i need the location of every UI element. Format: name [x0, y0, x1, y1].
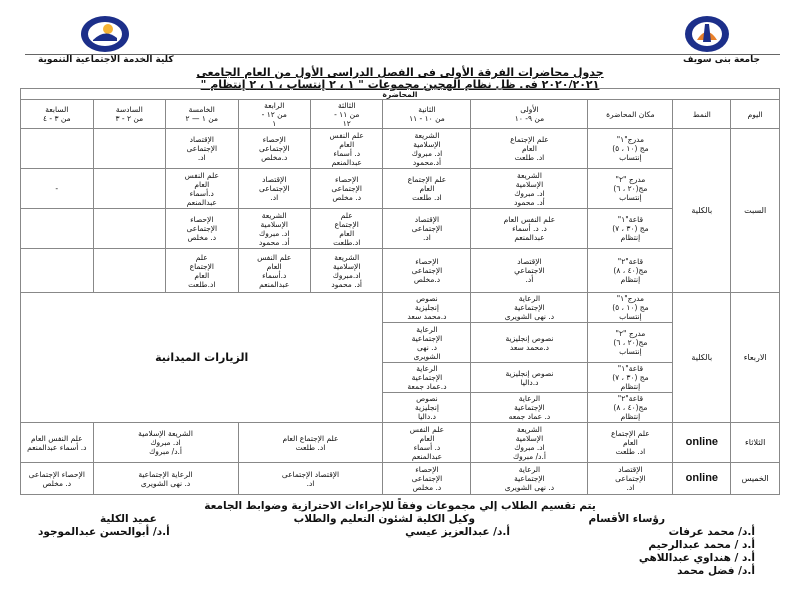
lecture-cell: علم النفس العام د.أسماء عبدالمنعم — [166, 169, 238, 209]
lecture-cell: علم النفس العام د.أسماء عبدالمنعم — [238, 249, 310, 293]
lecture-cell: الشريعة الإسلامية اد. مبروك أ.د/ مبروك — [93, 423, 238, 463]
place-cell: مدرج"١" مج (١٠ ، ٥) إنتساب — [588, 293, 673, 323]
lecture-cell: الإقتصاد الإجتماعى اد. — [383, 209, 471, 249]
col-header: اليوم — [731, 100, 780, 129]
lecture-cell: الشريعة الإسلامية اد.مبروك أد. محمود — [310, 249, 382, 293]
lecture-cell: علم النفس العام د. د. أسماء عبدالمنعم — [471, 209, 588, 249]
place-cell: قاعة"١" مج (٣٠ ، ٧) إنتظام — [588, 363, 673, 393]
place-cell: مدرج"١" مج (١٠ ، ٥) إنتساب — [588, 129, 673, 169]
lecture-cell: علم الإجتماع العام اد. طلعت — [588, 423, 673, 463]
place-cell: مدرج "٢" مج(٢٠ ، ٦) إنتساب — [588, 323, 673, 363]
schedule-title: جدول محاضرات الفرقة الأولى فى الفصل الدراسى الأول من العام الجامعى — [196, 66, 604, 79]
col-header: الثانية من ١٠ - ١١ — [383, 100, 471, 129]
lecture-cell: علم الإجتماع العام اد. طلعت — [471, 129, 588, 169]
field-visits-cell: الزيارات الميدانية — [21, 293, 383, 423]
lecture-cell — [93, 169, 165, 209]
table-caption: المحاضرة — [21, 89, 780, 100]
lecture-cell: الإقتصاد الإجتماعى اد. — [238, 463, 383, 495]
lecture-cell — [21, 209, 94, 249]
place-cell: قاعة"١" مج (٣٠ ، ٧) إنتظام — [588, 209, 673, 249]
schedule-table — [20, 88, 780, 495]
table-row — [21, 209, 780, 249]
schedule-subtitle: ٢٠٢٠/٢٠٢١ فى ظل نظام الهجين مجموعات " ١ ، ٢ إنتساب ، ١ ، ٢ إنتظام " — [200, 78, 600, 91]
table-row — [21, 249, 780, 293]
lecture-cell: علم الإجتماع العام اد. طلعت — [383, 169, 471, 209]
lecture-cell: الإقتصاد الإجتماعى اد. — [238, 169, 310, 209]
col-header: السادسة من ٢ - ٣ — [93, 100, 165, 129]
lecture-cell — [21, 129, 94, 169]
head-name: أ.د / محمد عبدالرحيم — [648, 539, 755, 551]
col-header: النمط — [673, 100, 731, 129]
lecture-cell — [93, 129, 165, 169]
table-row — [21, 169, 780, 209]
col-header: مكان المحاضرة — [588, 100, 673, 129]
lecture-cell: الشريعة الإسلامية اد. مبروك أد. محمود — [471, 169, 588, 209]
place-cell: مدرج "٢" مج(٢٠ ، ٦) إنتساب — [588, 169, 673, 209]
lecture-cell: الرعاية الإجتماعية د. نهى الشويرى — [471, 463, 588, 495]
lecture-cell: الإحصاء الإجتماعى د.مخلص — [383, 249, 471, 293]
lecture-cell — [21, 249, 94, 293]
lecture-cell — [93, 249, 165, 293]
vice-dean-name: أ.د/ عبدالعزيز عيسي — [405, 526, 510, 538]
col-header: الرابعة من ١٢ - ١ — [238, 100, 310, 129]
lecture-cell: الإحصاء الإجتماعى د.مخلص — [238, 129, 310, 169]
head-name: أ.د / هنداوي عبداللاهي — [638, 552, 755, 564]
lecture-cell: الإحصاء الإجتماعى د. مخلص — [166, 209, 238, 249]
mode-cell: بالكلية — [673, 293, 731, 423]
head-name: أ.د/ فضل محمد — [677, 565, 755, 577]
table-row — [21, 293, 780, 323]
lecture-cell: علم الإجتماع العام اد.طلعت — [166, 249, 238, 293]
place-cell: قاعة"٢" مج(٤٠ ، ٨) إنتظام — [588, 393, 673, 423]
col-header: السابعة من ٣ - ٤ — [21, 100, 94, 129]
lecture-cell: الرعاية الإجتماعية د. نهى الشويرى — [93, 463, 238, 495]
table-row — [21, 423, 780, 463]
heads-title: رؤساء الأقسام — [588, 513, 665, 525]
place-cell: قاعة"٢" مج(٤٠ ، ٨) إنتظام — [588, 249, 673, 293]
university-logo — [677, 14, 737, 54]
lecture-cell: علم النفس العام د. أسماء عبدالمنعم — [310, 129, 382, 169]
head-name: أ.د/ محمد عرفات — [668, 526, 755, 538]
lecture-cell: علم النفس العام د. أسماء عبدالمنعم — [21, 423, 94, 463]
table-row — [21, 129, 780, 169]
lecture-cell: علم الإجتماع العام اد.طلعت — [310, 209, 382, 249]
day-cell: الثلاثاء — [731, 423, 780, 463]
lecture-cell: الإقتصاد الاجتماعي أد. — [471, 249, 588, 293]
lecture-cell: الرعاية الإجتماعية د. نهى الشويرى — [383, 323, 471, 363]
col-header: الخامسة من ١ — ٢ — [166, 100, 238, 129]
lecture-cell: الإقتصاد الإجتماعى اد. — [588, 463, 673, 495]
lecture-cell: علم النفس العام د. أسماء عبدالمنعم — [383, 423, 471, 463]
lecture-cell: الشريعة الإسلامية اد. مبروك أ.د/ مبروك — [471, 423, 588, 463]
col-header: الثالثة من ١١ - ١٢ — [310, 100, 382, 129]
lecture-cell: الرعاية الإجتماعية د. نهى الشويرى — [471, 293, 588, 323]
col-header: الأولى من ٩- ١٠ — [471, 100, 588, 129]
faculty-logo — [75, 14, 135, 54]
grouping-note: يتم تقسيم الطلاب إلي مجموعات وفقاً للإجراءات الاحترازية وضوابط الجامعة — [204, 500, 596, 512]
lecture-cell: الإحصاء الإجتماعى د. مخلص — [310, 169, 382, 209]
day-cell: الخميس — [731, 463, 780, 495]
table-row — [21, 463, 780, 495]
faculty-name: كلية الخدمة الاجتماعية التنموية — [38, 55, 174, 65]
lecture-cell: الإحصاء الإجتماعى د. مخلص — [383, 463, 471, 495]
day-cell: السبت — [731, 129, 780, 293]
lecture-cell: الرعاية الإجتماعية د.عماد جمعة — [383, 363, 471, 393]
dean-title: عميد الكلية — [100, 513, 157, 525]
university-name: جامعة بنى سويف — [683, 55, 760, 65]
dean-name: أ.د/ أبوالحسن عبدالموجود — [38, 526, 170, 538]
vice-dean-title: وكيل الكلية لشئون التعليم والطلاب — [293, 513, 475, 525]
lecture-cell — [93, 209, 165, 249]
mode-cell: online — [673, 463, 731, 495]
lecture-cell: نصوص إنجليزية د.داليا — [471, 363, 588, 393]
lecture-cell: الإحصاء الإجتماعى د. مخلص — [21, 463, 94, 495]
lecture-cell: نصوص إنجليزية د.داليا — [383, 393, 471, 423]
lecture-cell: الشريعة الإسلامية اد. مبروك أد. محمود — [238, 209, 310, 249]
lecture-cell: نصوص إنجليزية د.محمد سعد — [383, 293, 471, 323]
lecture-cell: علم الإجتماع العام اد. طلعت — [238, 423, 383, 463]
lecture-cell: الإقتصاد الإجتماعى اد. — [166, 129, 238, 169]
lecture-cell: الرعاية الإجتماعية د. عماد جمعه — [471, 393, 588, 423]
mode-cell: بالكلية — [673, 129, 731, 293]
day-cell: الاربعاء — [731, 293, 780, 423]
lecture-cell: - — [21, 169, 94, 209]
header-row — [21, 100, 780, 129]
lecture-cell: الشريعة الإسلامية اد. مبروك أد.محمود — [383, 129, 471, 169]
mode-cell: online — [673, 423, 731, 463]
lecture-cell: نصوص إنجليزية د.محمد سعد — [471, 323, 588, 363]
